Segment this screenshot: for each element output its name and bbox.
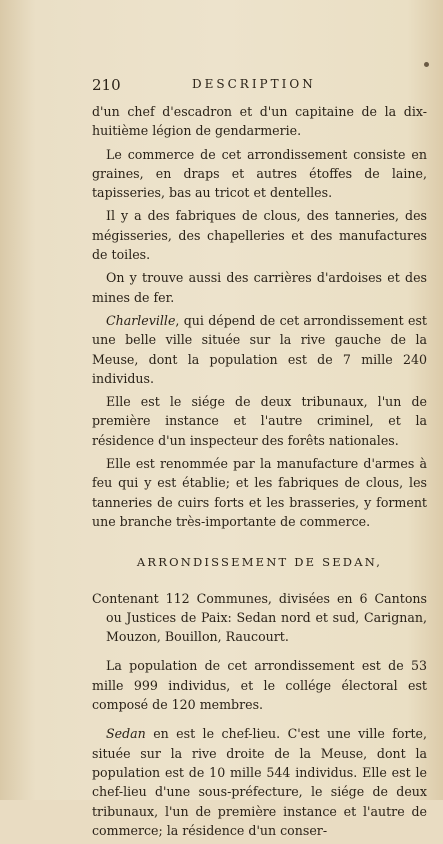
- section-contents: Contenant 112 Communes, divisées en 6 Cantons ou Justices de Paix: Sedan nord et sud, Carignan, Mouzon, Bouillon, Raucourt.: [92, 590, 427, 645]
- place-name-sedan: Sedan: [106, 726, 146, 742]
- page-header: [92, 76, 427, 96]
- paragraph-charleville: [92, 311, 427, 388]
- paragraph-commerce: Le commerce de cet arrondissement consiste en graines, en draps et autres étoffes de laine, tapisseries, bas au tricot et dentelles.: [92, 146, 427, 201]
- paragraph-manufacture: Elle est renommée par la manufacture d'armes à feu qui y est établie; et les fabriques de clous, les tanneries de cuirs forts et les brasseries, y forment une branche très-importante de commerce.: [92, 456, 427, 529]
- paragraph-gendarmerie: d'un chef d'escadron et d'un capitaine de la dix-huitième légion de gendarmerie.: [92, 104, 427, 139]
- section-heading: ARRONDISSEMENT DE SEDAN,: [136, 555, 383, 570]
- charleville-text: , qui dépend de cet arrondissement est une belle ville située sur la rive gauche de la Meuse, dont la population est de 7 mille 240 individus.: [92, 312, 427, 386]
- place-name-charleville: Charleville: [106, 312, 176, 328]
- paragraph-tribunaux: Elle est le siége de deux tribunaux, l'un de première instance et l'autre criminel, et la résidence d'un inspecteur des forêts nationales.: [92, 394, 427, 448]
- page-number: 210: [92, 76, 121, 94]
- running-title: DESCRIPTION: [192, 77, 316, 91]
- paragraph-fabriques: Il y a des fabriques de clous, des tanneries, des mégisseries, des chapelleries et des manufactures de toiles.: [92, 208, 427, 263]
- paragraph-sedan: [92, 724, 427, 840]
- paragraph-population: La population de cet arrondissement est de 53 mille 999 individus, et le collége électoral est composé de 120 membres.: [92, 658, 427, 713]
- page-body: [92, 102, 427, 844]
- paragraph-carrieres: On y trouve aussi des carrières d'ardoises et des mines de fer.: [92, 270, 427, 305]
- page-corner-mark: [424, 62, 429, 67]
- sedan-text: en est le chef-lieu. C'est une ville forte, située sur la rive droite de la Meuse, dont la population est de 10 mille 544 individus. Elle est le chef-lieu d'une sous-préfecture, le siége de deux tribunaux, l'un de première instance et l'autre de commerce; la résidence d'un conser-: [92, 726, 427, 838]
